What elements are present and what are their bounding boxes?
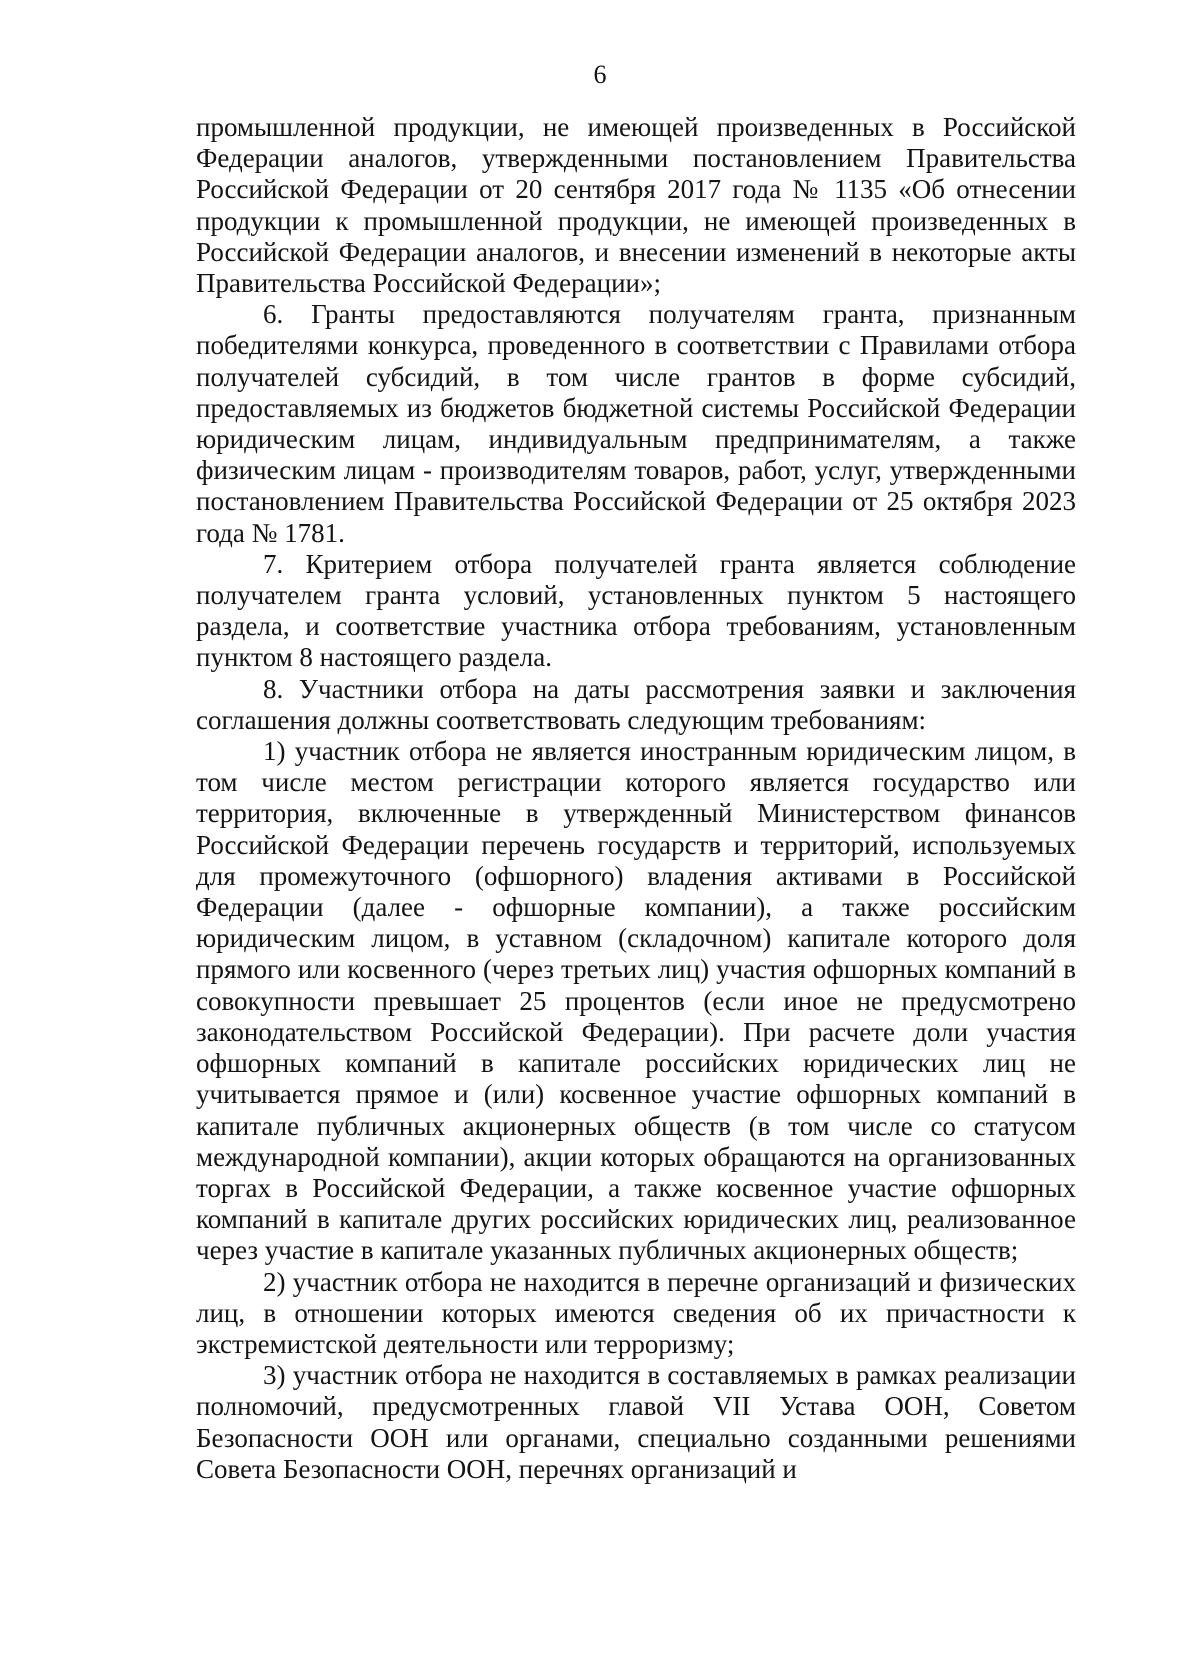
paragraph-subitem-2: 2) участник отбора не находится в перечне организаций и физических лиц, в отношении которых имеются сведения об их причастности к экстремистской деятельности или терроризму; <box>196 1266 1076 1359</box>
page-number: 6 <box>593 60 607 89</box>
paragraph-item-7: 7. Критерием отбора получателей гранта является соблюдение получателем гранта условий, установленных пунктом 5 настоящего раздела, и соответствие участника отбора требованиям, установленным пунктом 8 настоящего раздела. <box>196 548 1076 673</box>
paragraph-continuation: промышленной продукции, не имеющей произведенных в Российской Федерации аналогов, утвержденными постановлением Правительства Российской Федерации от 20 сентября 2017 года № 1135 «Об отнесении продукции к промышленной продукции, не имеющей произведенных в Российской Федерации аналогов, и внесении изменений в некоторые акты Правительства Российской Федерации»; <box>196 112 1076 299</box>
document-body <box>196 112 1076 1485</box>
paragraph-item-6: 6. Гранты предоставляются получателям гранта, признанным победителями конкурса, проведенного в соответствии с Правилами отбора получателей субсидий, в том числе грантов в форме субсидий, предоставляемых из бюджетов бюджетной системы Российской Федерации юридическим лицам, индивидуальным предпринимателям, а также физическим лицам - производителям товаров, работ, услуг, утвержденными постановлением Правительства Российской Федерации от 25 октября 2023 года № 1781. <box>196 299 1076 548</box>
paragraph-item-8: 8. Участники отбора на даты рассмотрения заявки и заключения соглашения должны соответствовать следующим требованиям: <box>196 673 1076 735</box>
paragraph-subitem-3: 3) участник отбора не находится в составляемых в рамках реализации полномочий, предусмотренных главой VII Устава ООН, Советом Безопасности ООН или органами, специально созданными решениями Совета Безопасности ООН, перечнях организаций и <box>196 1360 1076 1484</box>
paragraph-subitem-1: 1) участник отбора не является иностранным юридическим лицом, в том числе местом регистрации которого является государство или территория, включенные в утвержденный Министерством финансов Российской Федерации перечень государств и территорий, используемых для промежуточного (офшорного) владения активами в Российской Федерации (далее - офшорные компании), а также российским юридическим лицом, в уставном (складочном) капитале которого доля прямого или косвенного (через третьих лиц) участия офшорных компаний в совокупности превышает 25 процентов (если иное не предусмотрено законодательством Российской Федерации). При расчете доли участия офшорных компаний в капитале российских юридических лиц не учитывается прямое и (или) косвенное участие офшорных компаний в капитале публичных акционерных обществ (в том числе со статусом международной компании), акции которых обращаются на организованных торгах в Российской Федерации, а также косвенное участие офшорных компаний в капитале других российских юридических лиц, реализованное через участие в капитале указанных публичных акционерных обществ; <box>196 736 1076 1266</box>
